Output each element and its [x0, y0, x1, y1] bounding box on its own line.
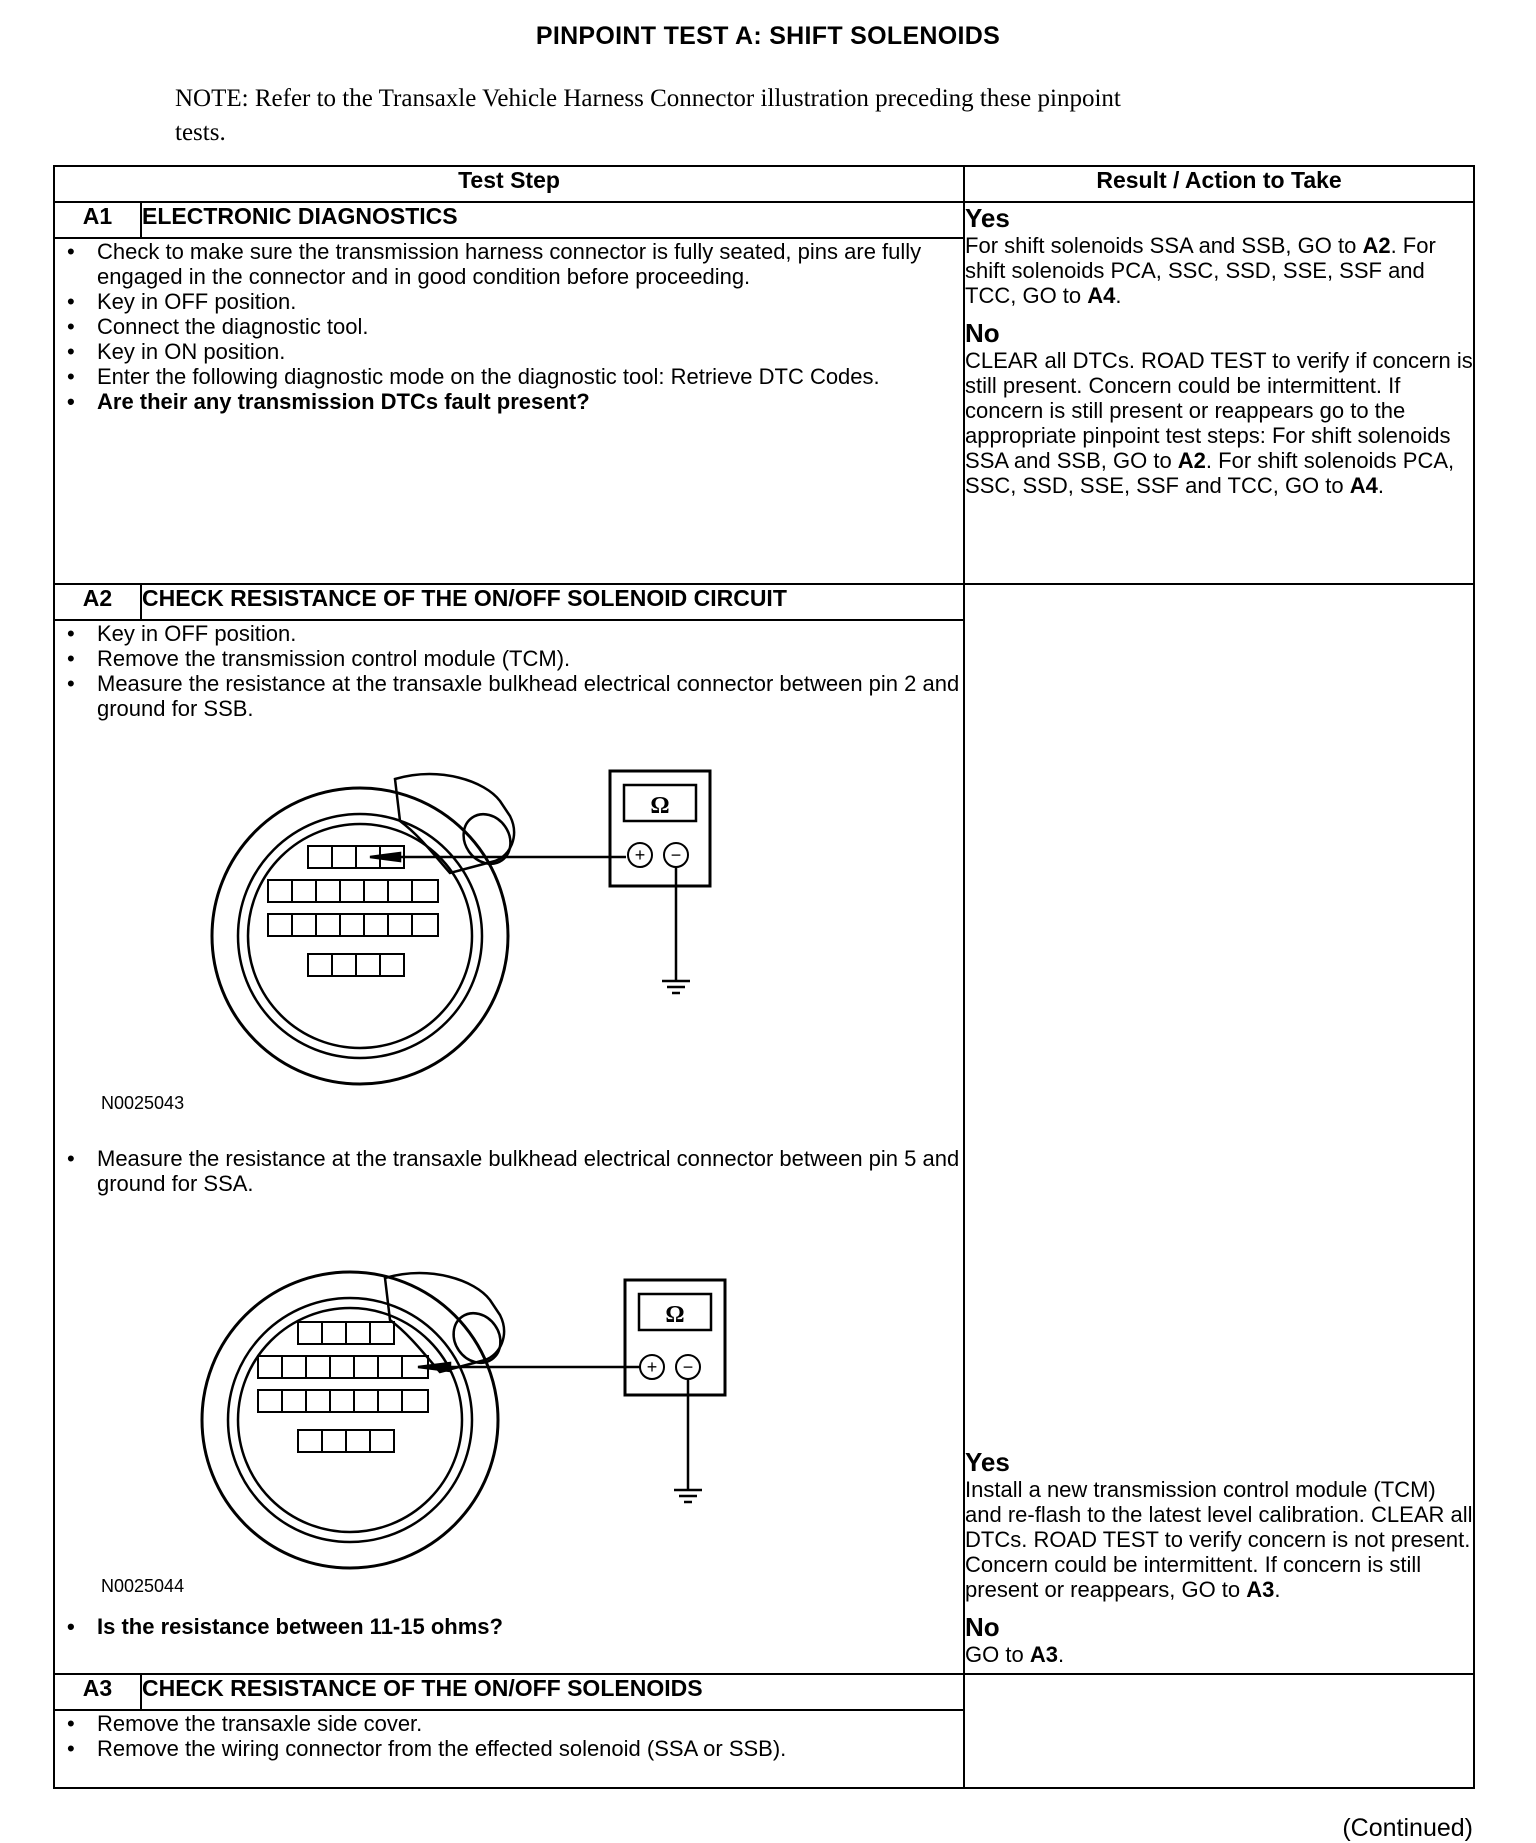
- connector-diagram-2: [200, 1260, 760, 1620]
- list-item: • Remove the transmission control module (TCM).: [55, 646, 963, 671]
- ohm-symbol: Ω: [650, 793, 670, 819]
- step-a2-body: [54, 620, 964, 1674]
- table-header-row: [54, 166, 1474, 202]
- minus-terminal: −: [682, 1357, 694, 1377]
- step-id: A1: [54, 202, 141, 238]
- figure-connector-pin5: [55, 1196, 963, 1606]
- note-line-1: NOTE: Refer to the Transaxle Vehicle Harness Connector illustration preceding these pinpoint: [175, 85, 1121, 112]
- step-a3-title-row: [54, 1674, 1474, 1710]
- step-a2-result: [964, 584, 1474, 1674]
- step-a1-body: [54, 238, 964, 584]
- note: [175, 82, 1275, 150]
- list-item: • Remove the transaxle side cover.: [55, 1711, 963, 1736]
- list-item: • Enter the following diagnostic mode on the diagnostic tool: Retrieve DTC Codes.: [55, 364, 963, 389]
- minus-terminal: −: [670, 845, 682, 865]
- note-line-2: tests.: [175, 119, 226, 146]
- list-item: • Measure the resistance at the transaxle bulkhead electrical connector between pin 5 and ground for SSA.: [55, 1146, 963, 1196]
- step-a2-title-row: [54, 584, 1474, 620]
- list-item: • Key in OFF position.: [55, 289, 963, 314]
- plus-terminal: +: [646, 1357, 658, 1377]
- step-a3-body: [54, 1710, 964, 1788]
- step-a1-bullets: [55, 239, 963, 414]
- list-item-question: • Is the resistance between 11-15 ohms?: [55, 1614, 963, 1639]
- figure-connector-pin2: [55, 721, 963, 1116]
- continued-label: (Continued): [1342, 1814, 1473, 1842]
- list-item: • Key in OFF position.: [55, 621, 963, 646]
- yes-action: For shift solenoids SSA and SSB, GO to A2. For shift solenoids PCA, SSC, SSD, SSE, SSF and TCC, GO to A4.: [965, 233, 1436, 308]
- step-title: CHECK RESISTANCE OF THE ON/OFF SOLENOIDS: [141, 1674, 964, 1710]
- plus-terminal: +: [634, 845, 646, 865]
- step-a2-bullets-2: [55, 1146, 963, 1196]
- yes-label: Yes: [965, 203, 1010, 233]
- list-item-question: • Are their any transmission DTCs fault present?: [55, 389, 963, 414]
- step-title: ELECTRONIC DIAGNOSTICS: [141, 202, 964, 238]
- figure-code: N0025044: [101, 1576, 185, 1596]
- figure-code: N0025043: [101, 1093, 185, 1113]
- page-title: PINPOINT TEST A: SHIFT SOLENOIDS: [535, 22, 1001, 50]
- connector-diagram-1: [210, 761, 770, 1121]
- yes-action: Install a new transmission control module (TCM) and re-flash to the latest level calibration. CLEAR all DTCs. ROAD TEST to verify concern is not present. Concern could be intermittent. If concern is still present or reappears, GO to A3.: [965, 1477, 1473, 1602]
- step-a3-bullets: [55, 1711, 963, 1761]
- ohm-symbol: Ω: [665, 1302, 685, 1328]
- no-label: No: [965, 318, 1000, 348]
- pinpoint-test-table: [53, 165, 1475, 1789]
- list-item: • Connect the diagnostic tool.: [55, 314, 963, 339]
- header-result-action: Result / Action to Take: [964, 166, 1474, 202]
- no-label: No: [965, 1612, 1000, 1642]
- list-item: • Key in ON position.: [55, 339, 963, 364]
- list-item: • Remove the wiring connector from the effected solenoid (SSA or SSB).: [55, 1736, 963, 1761]
- step-a1-title-row: [54, 202, 1474, 238]
- step-a2-question: [55, 1614, 963, 1639]
- no-action: CLEAR all DTCs. ROAD TEST to verify if concern is still present. Concern could be intermittent. If concern is still present or reappears go to the appropriate pinpoint test steps: For shift solenoids SSA and SSB, GO to A2. For shift solenoids PCA, SSC, SSD, SSE, SSF and TCC, GO to A4.: [965, 348, 1473, 498]
- list-item: • Check to make sure the transmission harness connector is fully seated, pins are fully engaged in the connector and in good condition before proceeding.: [55, 239, 963, 289]
- yes-label: Yes: [965, 1447, 1010, 1477]
- list-item: • Measure the resistance at the transaxle bulkhead electrical connector between pin 2 and ground for SSB.: [55, 671, 963, 721]
- step-a2-bullets-1: [55, 621, 963, 721]
- step-id: A2: [54, 584, 141, 620]
- header-test-step: Test Step: [54, 166, 964, 202]
- no-action: GO to A3.: [965, 1642, 1065, 1667]
- step-a1-result: [964, 202, 1474, 584]
- step-a3-result: [964, 1674, 1474, 1788]
- step-id: A3: [54, 1674, 141, 1710]
- step-title: CHECK RESISTANCE OF THE ON/OFF SOLENOID CIRCUIT: [141, 584, 964, 620]
